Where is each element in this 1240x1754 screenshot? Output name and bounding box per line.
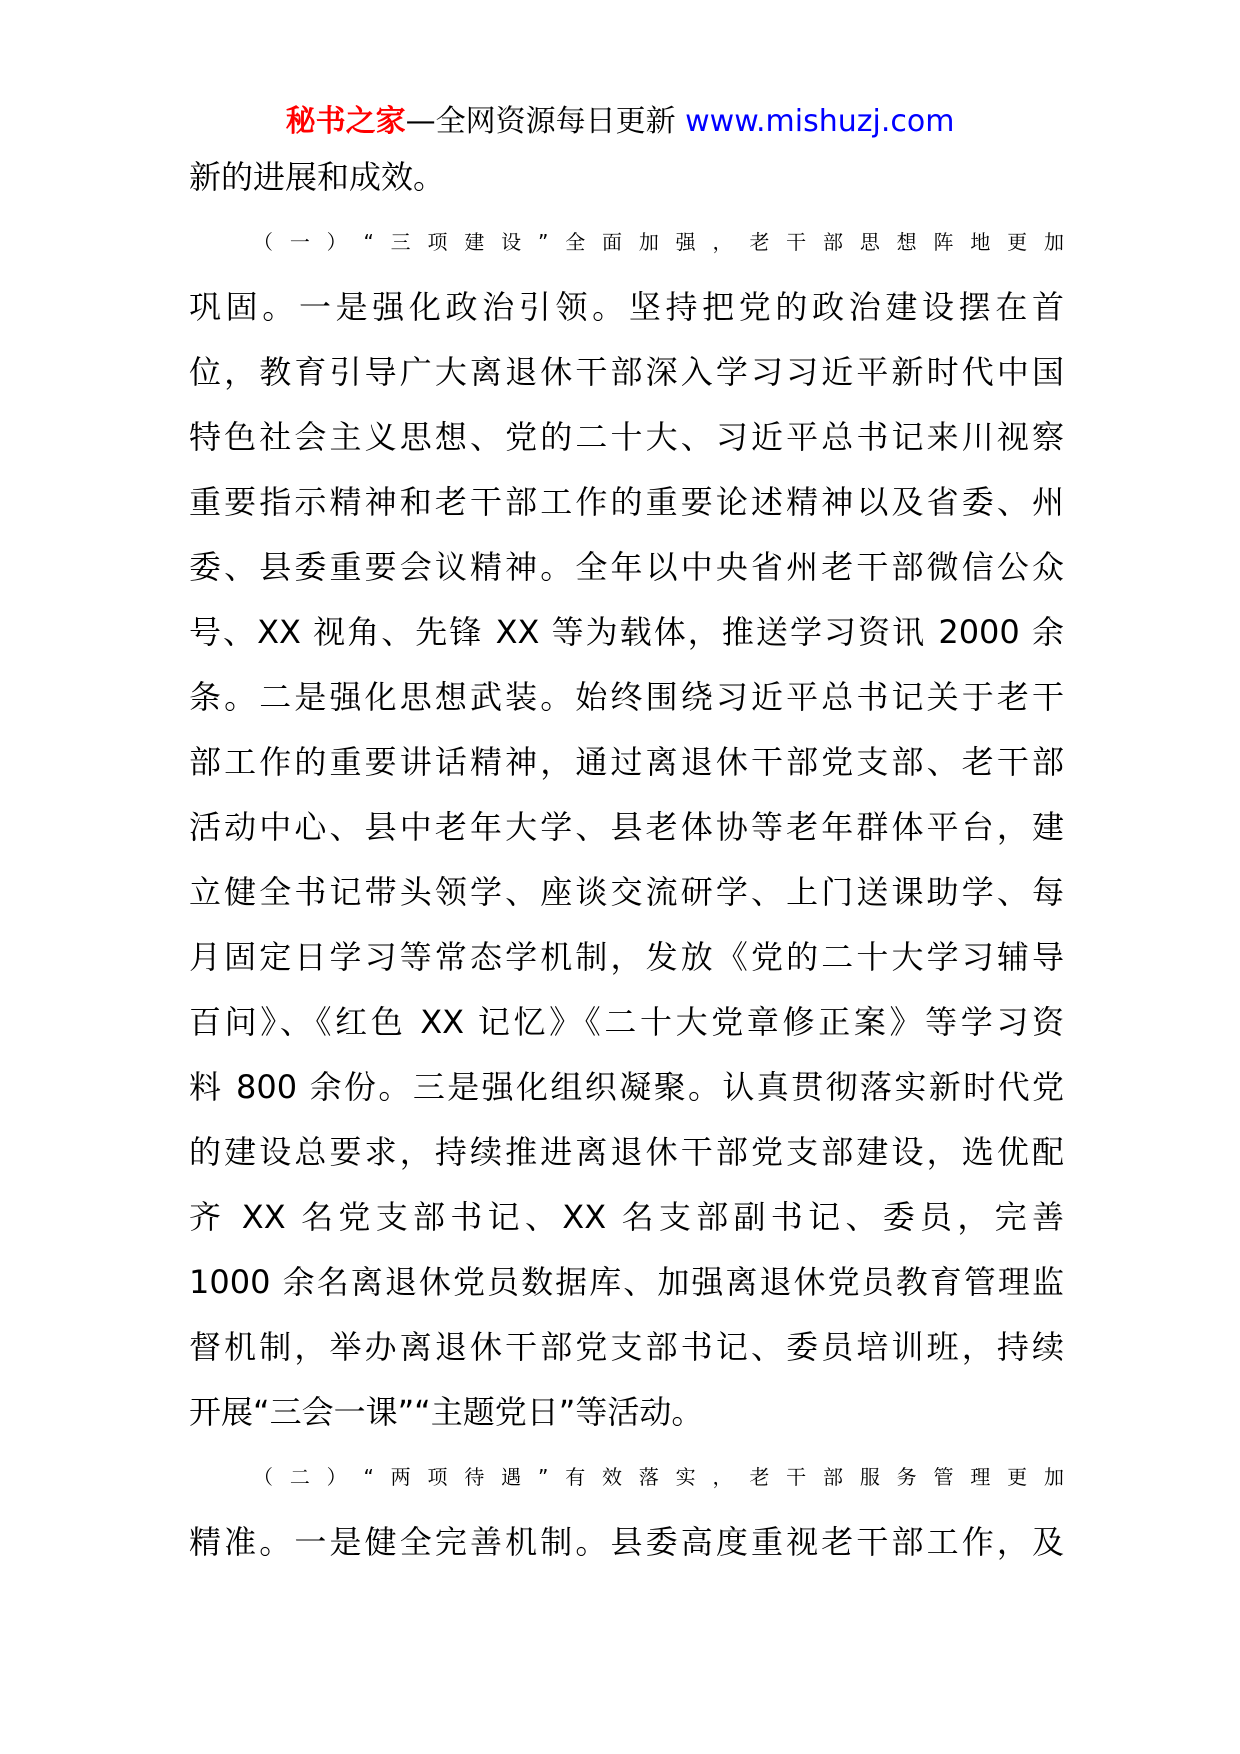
- text-line: 活动中心、县中老年大学、县老体协等老年群体平台，建: [189, 808, 1064, 846]
- text-line: 委、县委重要会议精神。全年以中央省州老干部微信公众: [189, 548, 1064, 586]
- text-line: 重要指示精神和老干部工作的重要论述精神以及省委、州: [189, 483, 1064, 521]
- text-line: 条。二是强化思想武装。始终围绕习近平总书记关于老干: [189, 678, 1064, 716]
- section-heading-line: （一）“三项建设”全面加强，老干部思想阵地更加: [253, 230, 1064, 254]
- text-line: 精准。一是健全完善机制。县委高度重视老干部工作，及: [189, 1523, 1064, 1561]
- text-line: 号、XX 视角、先锋 XX 等为载体，推送学习资讯 2000 余: [189, 613, 1064, 651]
- text-line: 齐 XX 名党支部书记、XX 名支部副书记、委员，完善: [189, 1198, 1064, 1236]
- text-line: 月固定日学习等常态学机制，发放《党的二十大学习辅导: [189, 938, 1064, 976]
- text-line: 立健全书记带头领学、座谈交流研学、上门送课助学、每: [189, 873, 1064, 911]
- page-header: [0, 100, 1240, 144]
- document-body: [189, 145, 1064, 1575]
- text-line: 的建设总要求，持续推进离退休干部党支部建设，选优配: [189, 1133, 1064, 1171]
- text-line: 巩固。一是强化政治引领。坚持把党的政治建设摆在首: [189, 288, 1064, 326]
- section-heading-line: （二）“两项待遇”有效落实，老干部服务管理更加: [253, 1465, 1064, 1489]
- text-line: 1000 余名离退休党员数据库、加强离退休党员教育管理监: [189, 1263, 1064, 1301]
- text-line: 百问》、《红色 XX 记忆》《二十大党章修正案》等学习资: [189, 1003, 1064, 1041]
- text-line: 开展“三会一课”“主题党日”等活动。: [189, 1393, 704, 1431]
- text-line: 料 800 余份。三是强化组织凝聚。认真贯彻落实新时代党: [189, 1068, 1064, 1106]
- text-line: 部工作的重要讲话精神，通过离退休干部党支部、老干部: [189, 743, 1064, 781]
- brand-name: 秘书之家: [285, 104, 406, 139]
- text-line: 督机制，举办离退休干部党支部书记、委员培训班，持续: [189, 1328, 1064, 1366]
- text-line: 位，教育引导广大离退休干部深入学习习近平新时代中国: [189, 353, 1064, 391]
- text-line: 特色社会主义思想、党的二十大、习近平总书记来川视察: [189, 418, 1064, 456]
- header-tagline: —全网资源每日更新: [405, 104, 676, 139]
- text-line: 新的进展和成效。: [189, 158, 446, 196]
- site-url-link[interactable]: www.mishuzj.com: [685, 104, 955, 139]
